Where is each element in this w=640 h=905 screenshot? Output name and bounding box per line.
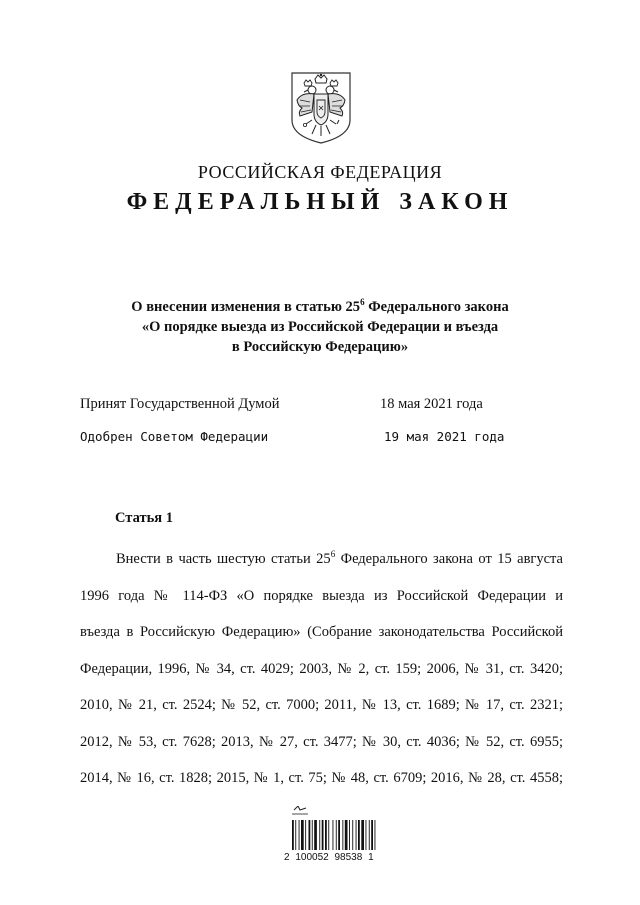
law-title-line-3: в Российскую Федерацию» <box>231 338 409 355</box>
article-line-5: 2010, № 21, ст. 2524; № 52, ст. 7000; 2011, № 13, ст. 1689; № 17, ст. 2321; <box>80 697 563 713</box>
document-type <box>0 189 640 216</box>
state-name: РОССИЙСКАЯ ФЕДЕРАЦИЯ <box>197 162 443 182</box>
article-line-3: въезда в Российскую Федерацию» (Собрание законодательства Российской <box>80 624 563 640</box>
article-line-1-end: Федерального закона от 15 августа <box>335 551 563 567</box>
law-title <box>60 292 580 357</box>
law-title-line-1 <box>60 292 580 317</box>
article-line-6: 2012, № 53, ст. 7628; 2013, № 27, ст. 3477; № 30, ст. 4036; № 52, ст. 6955; <box>80 733 563 750</box>
law-title-line-1-text: О внесении изменения в статью 25 <box>131 298 361 315</box>
adoption-duma-date: 18 мая 2021 года <box>380 396 483 412</box>
barcode-icon <box>288 806 380 876</box>
adoption-duma-label: Принят Государственной Думой <box>80 396 280 412</box>
coat-of-arms-icon <box>288 70 354 146</box>
law-title-line-1-end: Федерального закона <box>364 298 509 315</box>
article-line-1-text: Внести в часть шестую статьи 25 <box>116 551 331 567</box>
article-line-2: 1996 года № 114-ФЗ «О порядке выезда из Российской Федерации и <box>80 587 563 604</box>
law-title-superscript: 6 <box>360 297 365 307</box>
article-line-4: Федерации, 1996, № 34, ст. 4029; 2003, № 2, ст. 159; 2006, № 31, ст. 3420; <box>80 660 563 677</box>
article-heading: Статья 1 <box>115 510 173 526</box>
document-type-word-1: ФЕДЕРАЛЬНЫЙ <box>126 189 386 215</box>
law-title-line-2: «О порядке выезда из Российской Федерации и въезда <box>141 318 499 335</box>
document-type-word-2: ЗАКОН <box>399 189 514 215</box>
article-line-7: 2014, № 16, ст. 1828; 2015, № 1, ст. 75; № 48, ст. 6709; 2016, № 28, ст. 4558; <box>80 770 563 786</box>
adoption-council-label: Одобрен Советом Федерации <box>80 429 269 444</box>
barcode-number: 2 100052 98538 1 <box>284 852 374 863</box>
adoption-council-date: 19 мая 2021 года <box>384 429 505 444</box>
article-superscript: 6 <box>330 549 336 560</box>
article-body <box>80 541 563 797</box>
article-line-1 <box>80 541 563 578</box>
